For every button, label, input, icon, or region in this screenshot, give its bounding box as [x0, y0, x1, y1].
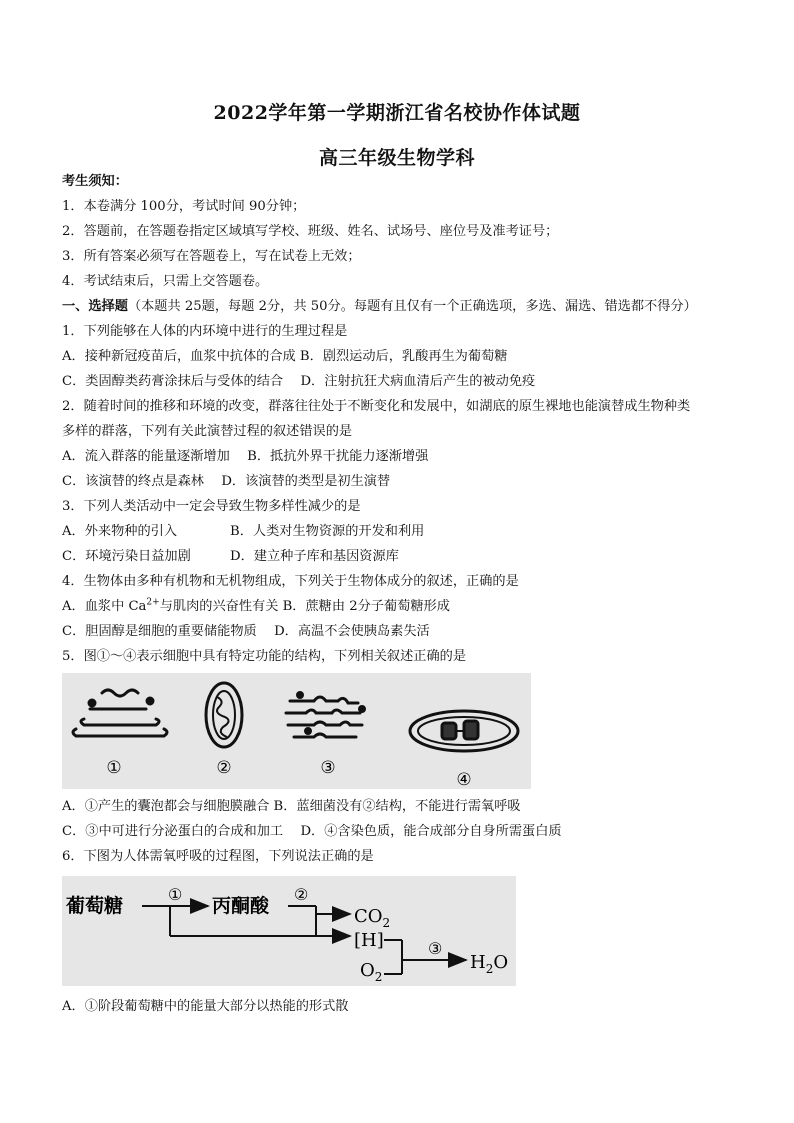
co2-label: [354, 906, 390, 930]
q2-stem-line1: 2．随着时间的推移和环境的改变，群落往往处于不断变化和发展中，如湖底的原生裸地也能演替成生物种类: [62, 399, 691, 414]
q2-options-ab: A．流入群落的能量逐渐增加 B．抵抗外界干扰能力逐渐增强: [62, 449, 429, 464]
pyruvate-label: 丙酮酸: [212, 895, 270, 917]
h2o-label: [470, 952, 508, 976]
q3-option-d: D．建立种子库和基因资源库: [230, 549, 399, 564]
respiration-diagram: [62, 876, 516, 986]
q5-stem: 5．图①～④表示细胞中具有特定功能的结构，下列相关叙述正确的是: [62, 649, 467, 664]
q3-option-a: A．外来物种的引入: [62, 524, 178, 539]
label-organelle-4: ④: [456, 770, 472, 789]
h2o-o: O: [493, 952, 509, 973]
q1-options-ab: A．接种新冠疫苗后，血浆中抗体的合成 B．剧烈运动后，乳酸再生为葡萄糖: [62, 349, 508, 364]
label-organelle-1: ①: [106, 758, 122, 778]
o2-label: [360, 960, 382, 984]
notice-item: 2．答题前，在答题卷指定区域填写学校、班级、姓名、试场号、座位号及准考证号；: [62, 224, 559, 239]
h2o-subscript: 2: [485, 962, 494, 976]
q4-options-ab: [62, 598, 450, 616]
endoplasmic-reticulum-drawing: [286, 693, 365, 738]
exam-subtitle: 高三年级生物学科: [318, 147, 475, 169]
step-2-label: ②: [294, 885, 309, 904]
chloroplast-drawing: [410, 711, 518, 751]
notice-item: 4．考试结束后，只需上交答题卷。: [62, 274, 269, 289]
glucose-label: 葡萄糖: [66, 895, 124, 917]
q6-stem: 6．下图为人体需氧呼吸的过程图，下列说法正确的是: [62, 849, 374, 864]
q2-options-cd: C．该演替的终点是森林 D．该演替的类型是初生演替: [62, 474, 391, 489]
respiration-drawing: [62, 876, 516, 986]
golgi-drawing: [73, 690, 167, 736]
q2-stem-line2: 多样的群落，下列有关此演替过程的叙述错误的是: [62, 424, 353, 439]
q1-stem: 1．下列能够在人体的内环境中进行的生理过程是: [62, 324, 348, 339]
notice-heading: 考生须知：: [62, 174, 128, 189]
notice-item: 3．所有答案必须写在答题卷上，写在试卷上无效；: [62, 249, 361, 264]
label-organelle-2: ②: [216, 758, 232, 778]
co2-text: CO: [354, 906, 383, 927]
o2-text: O: [360, 960, 375, 981]
q4-options-cd: C．胆固醇是细胞的重要储能物质 D．高温不会使胰岛素失活: [62, 624, 430, 639]
q4-option-a-b-text: 与肌肉的兴奋性有关 B．蔗糖由 2分子葡萄糖形成: [159, 599, 450, 614]
h2o-h: H: [470, 952, 486, 973]
co2-subscript: 2: [382, 916, 391, 930]
q6-option-a: A．①阶段葡萄糖中的能量大部分以热能的形式散: [62, 999, 349, 1014]
step-1-label: ①: [168, 885, 183, 904]
section-desc: （本题共 25题，每题 2分，共 50分。每题有且仅有一个正确选项，多选、漏选、错选都不得分）: [127, 299, 697, 314]
notice-item: 1．本卷满分 100分，考试时间 90分钟；: [62, 199, 306, 214]
o2-subscript: 2: [374, 970, 383, 984]
q4-option-a-text: A．血浆中 Ca: [62, 599, 147, 614]
label-organelle-3: ③: [320, 758, 336, 778]
organelle-figure: [62, 673, 531, 789]
q5-options-cd: C．③中可进行分泌蛋白的合成和加工 D．④含染色质，能合成部分自身所需蛋白质: [62, 824, 562, 839]
q3-option-c: C．环境污染日益加剧: [62, 549, 191, 564]
h-label: [H]: [354, 930, 384, 951]
q3-stem: 3．下列人类活动中一定会导致生物多样性减少的是: [62, 499, 361, 514]
step-3-label: ③: [428, 939, 443, 958]
q1-options-cd: C．类固醇类药膏涂抹后与受体的结合 D．注射抗狂犬病血清后产生的被动免疫: [62, 374, 536, 389]
section-heading: [62, 298, 697, 316]
q5-options-ab: A．①产生的囊泡都会与细胞膜融合 B．蓝细菌没有②结构，不能进行需氧呼吸: [62, 799, 521, 814]
exam-title: 2022学年第一学期浙江省名校协作体试题: [213, 102, 581, 124]
q3-option-b: B．人类对生物资源的开发和利用: [230, 524, 425, 539]
section-label: 一、选择题: [62, 299, 128, 314]
q4-ion-charge: 2+: [146, 597, 160, 608]
q4-stem: 4．生物体由多种有机物和无机物组成，下列关于生物体成分的叙述，正确的是: [62, 574, 519, 589]
mitochondrion-drawing: [206, 683, 242, 747]
organelle-drawing: [62, 673, 531, 789]
